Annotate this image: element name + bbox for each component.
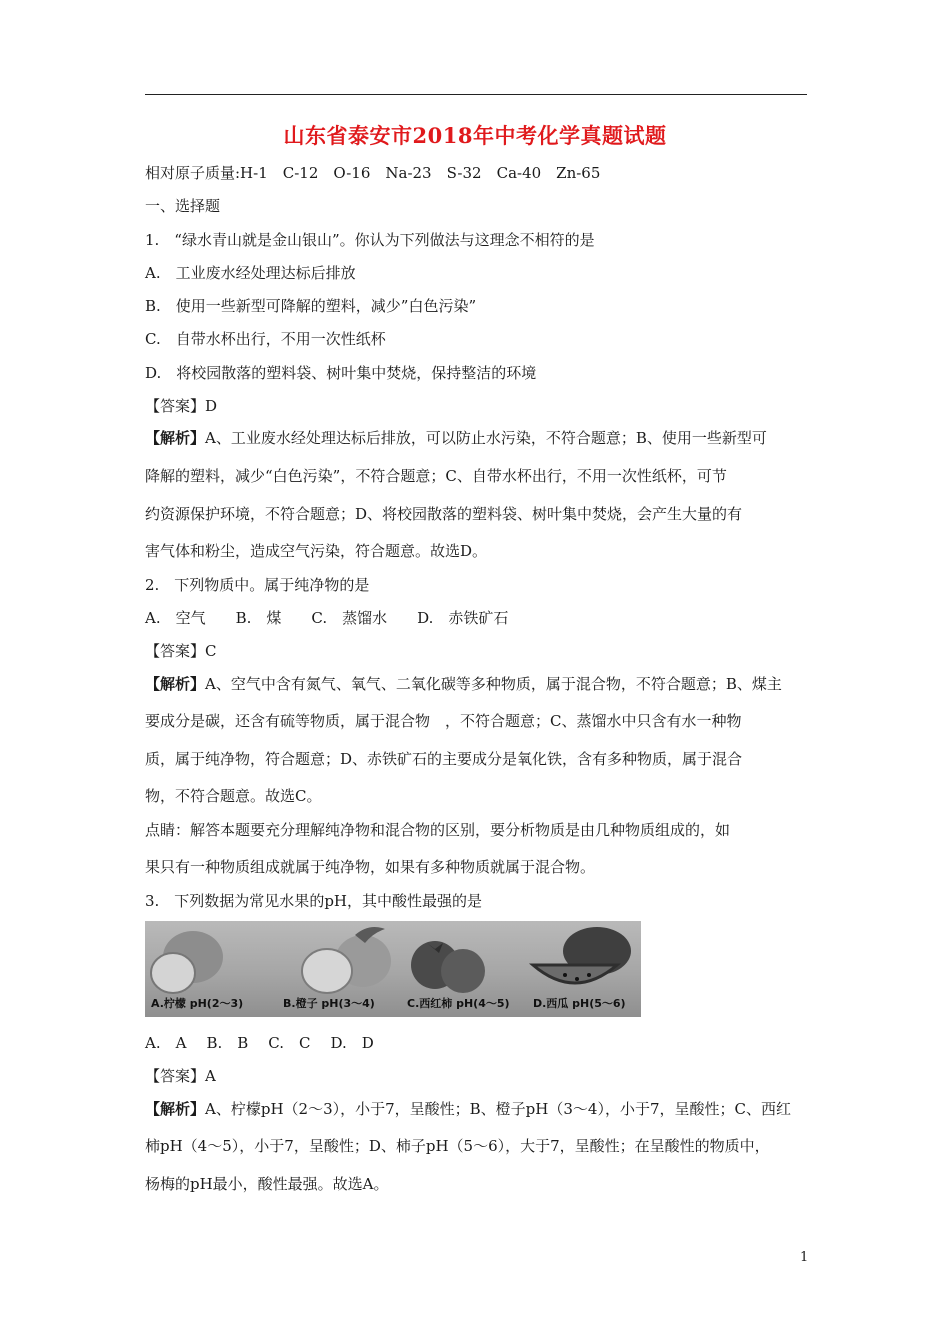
answer-value: C	[205, 642, 217, 660]
q2-answer	[145, 641, 217, 661]
q3-analysis-line-2: 柿pH（4～5），小于7，呈酸性；D、柿子pH（5～6），大于7，呈酸性；在呈酸性的物质中，	[145, 1137, 770, 1155]
analysis-text: A、工业废水经处理达标后排放，可以防止水污染，不符合题意；B、使用一些新型可	[205, 429, 767, 447]
caption-c: C.西红柿 pH(4～5)	[407, 997, 510, 1010]
document-title: 山东省泰安市2018年中考化学真题试题	[283, 123, 667, 148]
q3-answer	[145, 1066, 216, 1086]
q1-answer	[145, 396, 217, 416]
top-rule	[145, 94, 807, 95]
q1-option-b: B. 使用一些新型可降解的塑料，减少”白色污染”	[145, 297, 477, 315]
page-number: 1	[800, 1250, 809, 1265]
lemon-slice-icon	[151, 953, 195, 993]
q3-option-c: C. C	[268, 1034, 311, 1052]
fruit-photo	[145, 921, 641, 1017]
q2-option-d: D. 赤铁矿石	[417, 609, 509, 627]
caption-a: A.柠檬 pH(2～3)	[151, 997, 244, 1010]
tomato-icon-2	[441, 949, 485, 993]
q1-option-c: C. 自带水杯出行，不用一次性纸杯	[145, 330, 386, 348]
q2-option-c: C. 蒸馏水	[311, 609, 388, 627]
q2-analysis-line-4: 物，不符合题意。故选C。	[145, 787, 322, 805]
q3-analysis-line-1	[145, 1099, 791, 1119]
q3-option-b: B. B	[206, 1034, 249, 1052]
q2-stem: 2. 下列物质中。属于纯净物的是	[145, 576, 370, 594]
answer-label: 【答案】	[145, 642, 206, 660]
orange-half-icon	[302, 949, 352, 993]
q1-option-d: D. 将校园散落的塑料袋、树叶集中焚烧，保持整洁的环境	[145, 364, 537, 382]
section-heading: 一、选择题	[145, 197, 221, 215]
answer-value: D	[205, 397, 218, 415]
q3-option-d: D. D	[330, 1034, 374, 1052]
q2-analysis-line-2: 要成分是碳，还含有硫等物质，属于混合物 ，不符合题意；C、蒸馏水中只含有水一种物	[145, 712, 742, 730]
q1-analysis-line-2: 降解的塑料，减少“白色污染”，不符合题意；C、自带水杯出行，不用一次性纸杯，可节	[145, 467, 727, 485]
q1-analysis-line-3: 约资源保护环境，不符合题意；D、将校园散落的塑料袋、树叶集中焚烧，会产生大量的有	[145, 505, 743, 523]
q2-option-b: B. 煤	[235, 609, 282, 627]
q1-analysis-line-1	[145, 428, 767, 448]
analysis-label: 【解析】	[145, 675, 206, 693]
q3-analysis-line-3: 杨梅的pH最小，酸性最强。故选A。	[145, 1175, 389, 1193]
caption-b: B.橙子 pH(3～4)	[283, 997, 375, 1010]
answer-label: 【答案】	[145, 1067, 206, 1085]
q2-option-a: A. 空气	[145, 609, 206, 627]
answer-value: A	[205, 1067, 216, 1085]
q3-options	[145, 1033, 374, 1053]
answer-label: 【答案】	[145, 397, 206, 415]
analysis-label: 【解析】	[145, 1100, 206, 1118]
atomic-masses: 相对原子质量:H-1 C-12 O-16 Na-23 S-32 Ca-40 Zn-65	[145, 164, 601, 182]
q3-option-a: A. A	[145, 1034, 187, 1052]
analysis-label: 【解析】	[145, 429, 206, 447]
q3-stem: 3. 下列数据为常见水果的pH，其中酸性最强的是	[145, 892, 482, 910]
q1-stem: 1. “绿水青山就是金山银山”。你认为下列做法与这理念不相符的是	[145, 231, 595, 249]
analysis-text: A、空气中含有氮气、氧气、二氧化碳等多种物质，属于混合物，不符合题意；B、煤主	[205, 675, 782, 693]
q2-analysis-line-1	[145, 674, 782, 694]
q2-options	[145, 608, 508, 628]
q2-tip-line-2: 果只有一种物质组成就属于纯净物，如果有多种物质就属于混合物。	[145, 858, 596, 876]
watermelon-slice-icon	[533, 965, 617, 983]
q1-analysis-line-4: 害气体和粉尘，造成空气污染，符合题意。故选D。	[145, 542, 488, 560]
analysis-text: A、柠檬pH（2～3），小于7，呈酸性；B、橙子pH（3～4），小于7，呈酸性；C、西红	[205, 1100, 791, 1118]
q1-option-a: A. 工业废水经处理达标后排放	[145, 264, 356, 282]
caption-d: D.西瓜 pH(5～6)	[533, 997, 626, 1010]
q2-tip-line-1: 点睛：解答本题要充分理解纯净物和混合物的区别，要分析物质是由几种物质组成的，如	[145, 821, 731, 839]
q2-analysis-line-3: 质，属于纯净物，符合题意；D、赤铁矿石的主要成分是氧化铁，含有多种物质，属于混合	[145, 750, 743, 768]
